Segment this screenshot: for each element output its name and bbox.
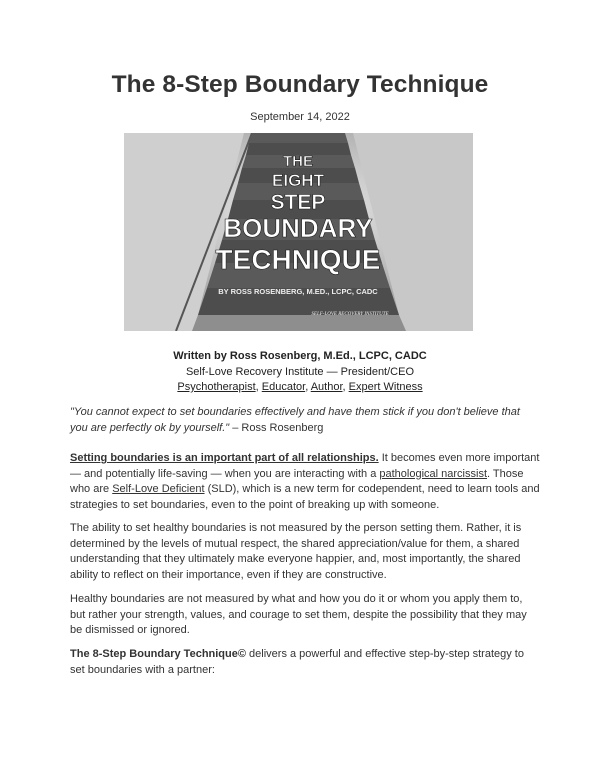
hero-image — [124, 133, 473, 331]
role-sep: , — [255, 381, 262, 393]
hero-logo: SELF-LOVE RECOVERY INSTITUTE — [311, 312, 389, 317]
publish-date: September 14, 2022 — [250, 111, 350, 123]
quote-text: "You cannot expect to set boundaries effectively and have them stick if you don't believe that you are perfectly ok by yourself." — [70, 406, 520, 434]
paragraph-4 — [70, 647, 540, 678]
role-author-link[interactable]: Author — [310, 381, 343, 393]
hero-line-2: EIGHT — [272, 171, 324, 190]
hero-line-4: BOUNDARY — [223, 213, 373, 243]
p1-text-b: . Those who are — [70, 467, 524, 495]
p1-text-c: (SLD), which is a new term for codependent, need to learn tools and strategies to set boundaries, even to the point of breaking up with someone. — [70, 483, 540, 511]
quote-attribution: – Ross Rosenberg — [229, 421, 324, 434]
pathological-narcissist-link[interactable]: pathological narcissist — [379, 467, 488, 480]
author-roles — [0, 380, 600, 396]
hero-line-5: TECHNIQUE — [215, 244, 381, 275]
p1-text-a: It becomes even more important — and potentially life-saving — when you are interacting with a — [70, 452, 540, 480]
role-expert-witness-link[interactable]: Expert Witness — [348, 381, 423, 393]
paragraph-3: Healthy boundaries are not measured by what and how you do it or whom you apply them to, but rather your strength, values, and courage to set them, despite the possibility that they may be dismissed or ignored. — [70, 593, 527, 636]
author-name: Written by Ross Rosenberg, M.Ed., LCPC, CADC — [173, 350, 427, 362]
role-sep: , — [305, 381, 311, 393]
page-title: The 8-Step Boundary Technique — [111, 71, 489, 98]
author-block — [0, 349, 600, 396]
paragraph-2: The ability to set healthy boundaries is not measured by the person setting them. Rather, it is determined by the levels of mutual respect, the shared appreciation/value for them, a shared understanding that they ultimately make everyone happier, and, most importantly, the shared ability to reflect on their importance, even if they are constructive. — [70, 522, 522, 581]
quote-paragraph — [70, 405, 540, 436]
p4-bold: The 8-Step Boundary Technique© — [70, 648, 246, 660]
p1-lead: Setting boundaries is an important part of all relationships. — [70, 452, 379, 464]
role-educator-link[interactable]: Educator — [261, 381, 306, 393]
hero-byline: BY ROSS ROSENBERG, M.ED., LCPC, CADC — [218, 287, 378, 296]
role-sep: , — [342, 381, 349, 393]
paragraph-1 — [70, 451, 540, 513]
author-affiliation: Self-Love Recovery Institute — President/CEO — [185, 365, 415, 378]
self-love-deficient-link[interactable]: Self-Love Deficient — [112, 483, 205, 495]
role-psychotherapist-link[interactable]: Psychotherapist — [177, 381, 256, 393]
p4-text: delivers a powerful and effective step-by-step strategy to set boundaries with a partner: — [70, 648, 524, 676]
hero-line-1: THE — [283, 153, 313, 170]
hero-line-3: STEP — [270, 191, 326, 214]
